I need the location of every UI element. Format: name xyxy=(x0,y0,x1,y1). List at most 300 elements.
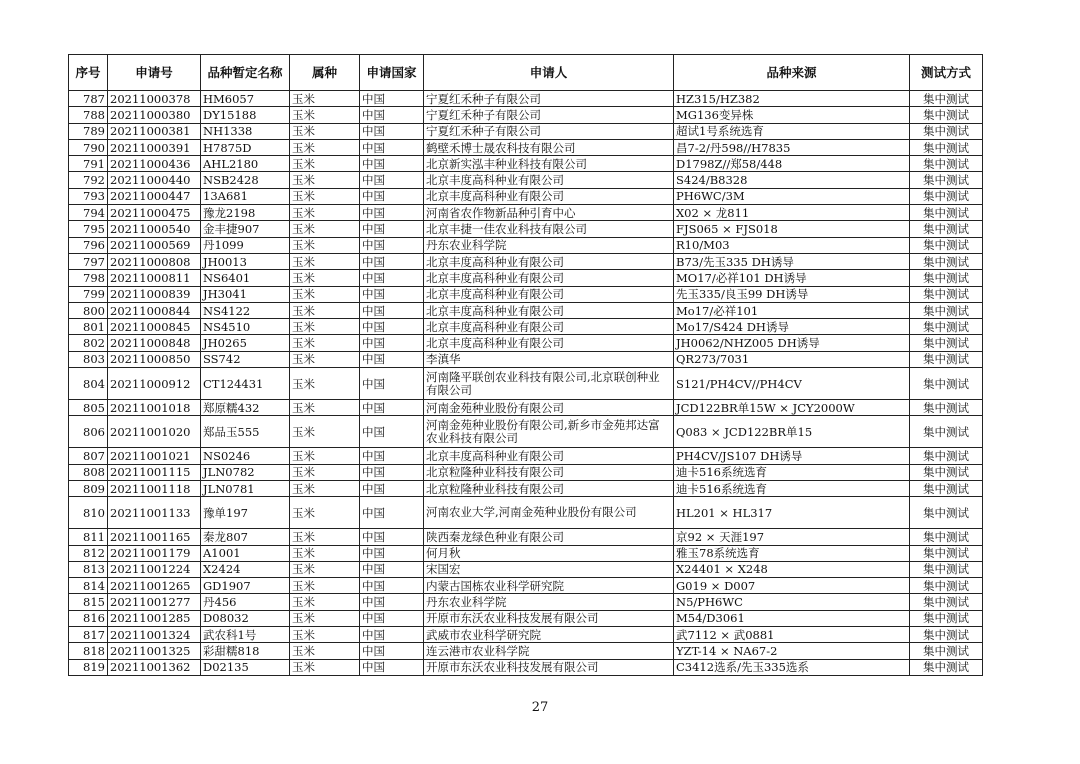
cell-seq: 812 xyxy=(69,545,108,561)
cell-applicant: 内蒙古国栋农业科学研究院 xyxy=(424,578,674,594)
cell-country: 中国 xyxy=(360,270,424,286)
cell-applicant: 北京粒隆种业科技有限公司 xyxy=(424,480,674,496)
cell-applicant: 北京丰度高科种业有限公司 xyxy=(424,172,674,188)
cell-variety-source: D1798Z//郑58/448 xyxy=(674,156,910,172)
cell-seq: 819 xyxy=(69,659,108,675)
cell-country: 中国 xyxy=(360,139,424,155)
cell-applicant: 丹东农业科学院 xyxy=(424,594,674,610)
cell-application-no: 20211000447 xyxy=(108,188,201,204)
cell-seq: 787 xyxy=(69,91,108,107)
cell-applicant: 北京丰度高科种业有限公司 xyxy=(424,302,674,318)
cell-test-mode: 集中测试 xyxy=(910,659,983,675)
cell-test-mode: 集中测试 xyxy=(910,319,983,335)
cell-applicant: 何月秋 xyxy=(424,545,674,561)
cell-test-mode: 集中测试 xyxy=(910,139,983,155)
cell-test-mode: 集中测试 xyxy=(910,270,983,286)
cell-test-mode: 集中测试 xyxy=(910,91,983,107)
cell-application-no: 20211001115 xyxy=(108,464,201,480)
table-row xyxy=(69,464,983,480)
table-row xyxy=(69,270,983,286)
table-row xyxy=(69,480,983,496)
cell-variety-name: JLN0782 xyxy=(201,464,290,480)
cell-applicant: 开原市东沃农业科技发展有限公司 xyxy=(424,610,674,626)
cell-seq: 818 xyxy=(69,643,108,659)
cell-variety-name: NS4122 xyxy=(201,302,290,318)
cell-seq: 791 xyxy=(69,156,108,172)
table-row xyxy=(69,561,983,577)
cell-variety-name: 郑品玉555 xyxy=(201,416,290,448)
cell-variety-name: JH0265 xyxy=(201,335,290,351)
cell-variety-source: R10/M03 xyxy=(674,237,910,253)
cell-application-no: 20211000378 xyxy=(108,91,201,107)
cell-application-no: 20211001020 xyxy=(108,416,201,448)
cell-test-mode: 集中测试 xyxy=(910,286,983,302)
cell-application-no: 20211001362 xyxy=(108,659,201,675)
cell-application-no: 20211001165 xyxy=(108,529,201,545)
cell-genus: 玉米 xyxy=(290,319,360,335)
cell-variety-source: JCD122BR单15W × JCY2000W xyxy=(674,400,910,416)
cell-genus: 玉米 xyxy=(290,578,360,594)
cell-test-mode: 集中测试 xyxy=(910,497,983,529)
cell-test-mode: 集中测试 xyxy=(910,123,983,139)
cell-variety-source: X24401 × X248 xyxy=(674,561,910,577)
header-row xyxy=(69,55,983,91)
cell-application-no: 20211000811 xyxy=(108,270,201,286)
cell-country: 中国 xyxy=(360,123,424,139)
cell-variety-name: NS4510 xyxy=(201,319,290,335)
table-row xyxy=(69,497,983,529)
cell-seq: 807 xyxy=(69,448,108,464)
page-number: 27 xyxy=(531,700,549,715)
cell-test-mode: 集中测试 xyxy=(910,464,983,480)
cell-seq: 811 xyxy=(69,529,108,545)
cell-variety-source: 雅玉78系统选育 xyxy=(674,545,910,561)
cell-test-mode: 集中测试 xyxy=(910,400,983,416)
cell-variety-source: Mo17/S424 DH诱导 xyxy=(674,319,910,335)
cell-test-mode: 集中测试 xyxy=(910,172,983,188)
cell-test-mode: 集中测试 xyxy=(910,627,983,643)
table-row xyxy=(69,351,983,367)
cell-variety-name: 豫龙2198 xyxy=(201,205,290,221)
cell-country: 中国 xyxy=(360,643,424,659)
cell-genus: 玉米 xyxy=(290,594,360,610)
cell-variety-name: 金丰捷907 xyxy=(201,221,290,237)
header-variety-name: 品种暂定名称 xyxy=(201,55,290,91)
cell-country: 中国 xyxy=(360,302,424,318)
cell-genus: 玉米 xyxy=(290,335,360,351)
cell-test-mode: 集中测试 xyxy=(910,416,983,448)
cell-variety-name: CT124431 xyxy=(201,368,290,400)
cell-genus: 玉米 xyxy=(290,270,360,286)
cell-application-no: 20211001018 xyxy=(108,400,201,416)
cell-applicant: 北京粒隆种业科技有限公司 xyxy=(424,464,674,480)
cell-seq: 817 xyxy=(69,627,108,643)
cell-test-mode: 集中测试 xyxy=(910,561,983,577)
cell-genus: 玉米 xyxy=(290,529,360,545)
cell-country: 中国 xyxy=(360,659,424,675)
cell-application-no: 20211000380 xyxy=(108,107,201,123)
cell-country: 中国 xyxy=(360,335,424,351)
cell-applicant: 丹东农业科学院 xyxy=(424,237,674,253)
cell-variety-name: A1001 xyxy=(201,545,290,561)
cell-test-mode: 集中测试 xyxy=(910,545,983,561)
cell-country: 中国 xyxy=(360,351,424,367)
cell-seq: 814 xyxy=(69,578,108,594)
cell-genus: 玉米 xyxy=(290,659,360,675)
cell-application-no: 20211000391 xyxy=(108,139,201,155)
cell-genus: 玉米 xyxy=(290,302,360,318)
cell-seq: 795 xyxy=(69,221,108,237)
cell-genus: 玉米 xyxy=(290,107,360,123)
table-row xyxy=(69,416,983,448)
cell-variety-name: NH1338 xyxy=(201,123,290,139)
table-row xyxy=(69,123,983,139)
table-row xyxy=(69,286,983,302)
cell-seq: 790 xyxy=(69,139,108,155)
cell-seq: 803 xyxy=(69,351,108,367)
cell-applicant: 宁夏红禾种子有限公司 xyxy=(424,107,674,123)
cell-genus: 玉米 xyxy=(290,400,360,416)
cell-variety-source: QR273/7031 xyxy=(674,351,910,367)
table-row xyxy=(69,529,983,545)
cell-variety-source: M54/D3061 xyxy=(674,610,910,626)
cell-variety-name: 彩甜糯818 xyxy=(201,643,290,659)
cell-country: 中国 xyxy=(360,416,424,448)
cell-application-no: 20211001133 xyxy=(108,497,201,529)
cell-applicant: 北京丰度高科种业有限公司 xyxy=(424,270,674,286)
cell-variety-source: B73/先玉335 DH诱导 xyxy=(674,253,910,269)
cell-application-no: 20211000569 xyxy=(108,237,201,253)
table-row xyxy=(69,659,983,675)
cell-variety-source: FJS065 × FJS018 xyxy=(674,221,910,237)
cell-genus: 玉米 xyxy=(290,497,360,529)
cell-application-no: 20211001324 xyxy=(108,627,201,643)
cell-test-mode: 集中测试 xyxy=(910,594,983,610)
cell-variety-source: MO17/必祥101 DH诱导 xyxy=(674,270,910,286)
cell-variety-source: 先玉335/良玉99 DH诱导 xyxy=(674,286,910,302)
cell-variety-source: 迪卡516系统选育 xyxy=(674,480,910,496)
cell-country: 中国 xyxy=(360,480,424,496)
cell-genus: 玉米 xyxy=(290,91,360,107)
cell-variety-name: 13A681 xyxy=(201,188,290,204)
cell-applicant: 北京丰度高科种业有限公司 xyxy=(424,335,674,351)
cell-test-mode: 集中测试 xyxy=(910,643,983,659)
cell-applicant: 李滇华 xyxy=(424,351,674,367)
cell-variety-name: GD1907 xyxy=(201,578,290,594)
cell-applicant: 河南金苑种业股份有限公司,新乡市金苑邦达富农业科技有限公司 xyxy=(424,416,674,448)
cell-applicant: 宁夏红禾种子有限公司 xyxy=(424,91,674,107)
table-row xyxy=(69,205,983,221)
cell-variety-name: D02135 xyxy=(201,659,290,675)
cell-variety-source: HZ315/HZ382 xyxy=(674,91,910,107)
cell-seq: 802 xyxy=(69,335,108,351)
table-row xyxy=(69,302,983,318)
cell-variety-name: SS742 xyxy=(201,351,290,367)
cell-country: 中国 xyxy=(360,319,424,335)
cell-country: 中国 xyxy=(360,529,424,545)
cell-country: 中国 xyxy=(360,253,424,269)
cell-applicant: 宁夏红禾种子有限公司 xyxy=(424,123,674,139)
cell-application-no: 20211000845 xyxy=(108,319,201,335)
cell-test-mode: 集中测试 xyxy=(910,448,983,464)
cell-applicant: 河南农业大学,河南金苑种业股份有限公司 xyxy=(424,497,674,529)
cell-applicant: 武威市农业科学研究院 xyxy=(424,627,674,643)
cell-variety-name: JH3041 xyxy=(201,286,290,302)
cell-applicant: 北京丰度高科种业有限公司 xyxy=(424,319,674,335)
cell-country: 中国 xyxy=(360,368,424,400)
header-country: 申请国家 xyxy=(360,55,424,91)
cell-application-no: 20211000540 xyxy=(108,221,201,237)
cell-application-no: 20211000850 xyxy=(108,351,201,367)
table-row xyxy=(69,139,983,155)
cell-application-no: 20211001118 xyxy=(108,480,201,496)
cell-variety-source: PH6WC/3M xyxy=(674,188,910,204)
cell-variety-name: NS0246 xyxy=(201,448,290,464)
header-variety-source: 品种来源 xyxy=(674,55,910,91)
cell-variety-name: 秦龙807 xyxy=(201,529,290,545)
cell-seq: 792 xyxy=(69,172,108,188)
cell-country: 中国 xyxy=(360,221,424,237)
cell-country: 中国 xyxy=(360,91,424,107)
cell-test-mode: 集中测试 xyxy=(910,480,983,496)
cell-variety-source: JH0062/NHZ005 DH诱导 xyxy=(674,335,910,351)
cell-variety-source: 昌7-2/丹598//H7835 xyxy=(674,139,910,155)
table-row xyxy=(69,172,983,188)
cell-variety-name: 武农科1号 xyxy=(201,627,290,643)
cell-genus: 玉米 xyxy=(290,123,360,139)
cell-genus: 玉米 xyxy=(290,156,360,172)
cell-country: 中国 xyxy=(360,400,424,416)
cell-genus: 玉米 xyxy=(290,545,360,561)
cell-genus: 玉米 xyxy=(290,416,360,448)
cell-applicant: 鹤壁禾博士晟农科技有限公司 xyxy=(424,139,674,155)
cell-applicant: 河南金苑种业股份有限公司 xyxy=(424,400,674,416)
table-row xyxy=(69,107,983,123)
cell-application-no: 20211000436 xyxy=(108,156,201,172)
cell-variety-source: 迪卡516系统选育 xyxy=(674,464,910,480)
variety-table xyxy=(68,54,983,676)
cell-seq: 800 xyxy=(69,302,108,318)
header-application-no: 申请号 xyxy=(108,55,201,91)
cell-country: 中国 xyxy=(360,205,424,221)
cell-test-mode: 集中测试 xyxy=(910,578,983,594)
cell-variety-name: 丹456 xyxy=(201,594,290,610)
cell-variety-name: X2424 xyxy=(201,561,290,577)
cell-variety-source: PH4CV/JS107 DH诱导 xyxy=(674,448,910,464)
cell-application-no: 20211001277 xyxy=(108,594,201,610)
cell-variety-source: N5/PH6WC xyxy=(674,594,910,610)
cell-variety-source: 京92 × 天涯197 xyxy=(674,529,910,545)
cell-country: 中国 xyxy=(360,497,424,529)
cell-variety-source: Mo17/必祥101 xyxy=(674,302,910,318)
cell-test-mode: 集中测试 xyxy=(910,188,983,204)
cell-genus: 玉米 xyxy=(290,561,360,577)
cell-test-mode: 集中测试 xyxy=(910,253,983,269)
cell-test-mode: 集中测试 xyxy=(910,529,983,545)
cell-genus: 玉米 xyxy=(290,351,360,367)
cell-genus: 玉米 xyxy=(290,448,360,464)
cell-variety-source: C3412选系/先玉335选系 xyxy=(674,659,910,675)
cell-variety-name: D08032 xyxy=(201,610,290,626)
cell-genus: 玉米 xyxy=(290,464,360,480)
cell-variety-name: 郑原糯432 xyxy=(201,400,290,416)
cell-applicant: 北京丰捷一佳农业科技有限公司 xyxy=(424,221,674,237)
cell-applicant: 北京丰度高科种业有限公司 xyxy=(424,286,674,302)
cell-variety-source: G019 × D007 xyxy=(674,578,910,594)
cell-application-no: 20211000475 xyxy=(108,205,201,221)
cell-variety-source: 武7112 × 武0881 xyxy=(674,627,910,643)
cell-test-mode: 集中测试 xyxy=(910,237,983,253)
cell-variety-source: S121/PH4CV//PH4CV xyxy=(674,368,910,400)
cell-application-no: 20211001021 xyxy=(108,448,201,464)
cell-test-mode: 集中测试 xyxy=(910,221,983,237)
table-row xyxy=(69,91,983,107)
table-row xyxy=(69,578,983,594)
cell-application-no: 20211001179 xyxy=(108,545,201,561)
cell-genus: 玉米 xyxy=(290,480,360,496)
cell-test-mode: 集中测试 xyxy=(910,107,983,123)
table-row xyxy=(69,368,983,400)
cell-genus: 玉米 xyxy=(290,286,360,302)
cell-genus: 玉米 xyxy=(290,172,360,188)
table-row xyxy=(69,610,983,626)
cell-application-no: 20211000844 xyxy=(108,302,201,318)
cell-country: 中国 xyxy=(360,286,424,302)
table-row xyxy=(69,400,983,416)
cell-test-mode: 集中测试 xyxy=(910,156,983,172)
cell-genus: 玉米 xyxy=(290,610,360,626)
cell-country: 中国 xyxy=(360,156,424,172)
header-applicant: 申请人 xyxy=(424,55,674,91)
cell-variety-source: S424/B8328 xyxy=(674,172,910,188)
cell-application-no: 20211001265 xyxy=(108,578,201,594)
cell-variety-name: NS6401 xyxy=(201,270,290,286)
cell-test-mode: 集中测试 xyxy=(910,368,983,400)
cell-seq: 806 xyxy=(69,416,108,448)
cell-variety-name: NSB2428 xyxy=(201,172,290,188)
cell-country: 中国 xyxy=(360,172,424,188)
cell-seq: 796 xyxy=(69,237,108,253)
cell-applicant: 河南隆平联创农业科技有限公司,北京联创种业有限公司 xyxy=(424,368,674,400)
cell-country: 中国 xyxy=(360,594,424,610)
cell-application-no: 20211000440 xyxy=(108,172,201,188)
table-body xyxy=(69,91,983,676)
cell-application-no: 20211000848 xyxy=(108,335,201,351)
cell-variety-name: AHL2180 xyxy=(201,156,290,172)
table-row xyxy=(69,188,983,204)
cell-seq: 801 xyxy=(69,319,108,335)
cell-genus: 玉米 xyxy=(290,205,360,221)
header-seq: 序号 xyxy=(69,55,108,91)
cell-seq: 797 xyxy=(69,253,108,269)
cell-country: 中国 xyxy=(360,464,424,480)
cell-variety-name: DY15188 xyxy=(201,107,290,123)
cell-country: 中国 xyxy=(360,107,424,123)
cell-test-mode: 集中测试 xyxy=(910,351,983,367)
cell-genus: 玉米 xyxy=(290,627,360,643)
cell-variety-source: X02 × 龙811 xyxy=(674,205,910,221)
cell-test-mode: 集中测试 xyxy=(910,302,983,318)
cell-seq: 794 xyxy=(69,205,108,221)
cell-applicant: 北京丰度高科种业有限公司 xyxy=(424,253,674,269)
table-row xyxy=(69,335,983,351)
cell-country: 中国 xyxy=(360,188,424,204)
cell-seq: 799 xyxy=(69,286,108,302)
cell-test-mode: 集中测试 xyxy=(910,610,983,626)
header-test-mode: 测试方式 xyxy=(910,55,983,91)
cell-genus: 玉米 xyxy=(290,253,360,269)
cell-genus: 玉米 xyxy=(290,368,360,400)
cell-genus: 玉米 xyxy=(290,643,360,659)
cell-applicant: 陕西秦龙绿色种业有限公司 xyxy=(424,529,674,545)
cell-seq: 813 xyxy=(69,561,108,577)
cell-seq: 808 xyxy=(69,464,108,480)
cell-application-no: 20211000839 xyxy=(108,286,201,302)
cell-applicant: 连云港市农业科学院 xyxy=(424,643,674,659)
cell-applicant: 河南省农作物新品种引育中心 xyxy=(424,205,674,221)
cell-applicant: 北京新实泓丰种业科技有限公司 xyxy=(424,156,674,172)
cell-applicant: 宋国宏 xyxy=(424,561,674,577)
cell-variety-name: 丹1099 xyxy=(201,237,290,253)
cell-seq: 788 xyxy=(69,107,108,123)
cell-country: 中国 xyxy=(360,237,424,253)
cell-country: 中国 xyxy=(360,578,424,594)
cell-seq: 816 xyxy=(69,610,108,626)
cell-applicant: 开原市东沃农业科技发展有限公司 xyxy=(424,659,674,675)
table-row xyxy=(69,545,983,561)
table-row xyxy=(69,643,983,659)
cell-variety-source: 超试1号系统选育 xyxy=(674,123,910,139)
cell-variety-source: HL201 × HL317 xyxy=(674,497,910,529)
cell-application-no: 20211001285 xyxy=(108,610,201,626)
cell-country: 中国 xyxy=(360,610,424,626)
cell-variety-source: Q083 × JCD122BR单15 xyxy=(674,416,910,448)
cell-seq: 804 xyxy=(69,368,108,400)
header-genus: 属种 xyxy=(290,55,360,91)
cell-genus: 玉米 xyxy=(290,139,360,155)
table-row xyxy=(69,627,983,643)
cell-variety-source: MG136变异株 xyxy=(674,107,910,123)
cell-test-mode: 集中测试 xyxy=(910,205,983,221)
table-row xyxy=(69,319,983,335)
cell-application-no: 20211000912 xyxy=(108,368,201,400)
cell-test-mode: 集中测试 xyxy=(910,335,983,351)
cell-variety-name: 豫单197 xyxy=(201,497,290,529)
cell-application-no: 20211001325 xyxy=(108,643,201,659)
cell-genus: 玉米 xyxy=(290,188,360,204)
cell-variety-name: JLN0781 xyxy=(201,480,290,496)
cell-country: 中国 xyxy=(360,627,424,643)
cell-variety-source: YZT-14 × NA67-2 xyxy=(674,643,910,659)
table-row xyxy=(69,237,983,253)
cell-country: 中国 xyxy=(360,448,424,464)
cell-application-no: 20211000808 xyxy=(108,253,201,269)
cell-application-no: 20211001224 xyxy=(108,561,201,577)
table-row xyxy=(69,253,983,269)
cell-seq: 809 xyxy=(69,480,108,496)
cell-genus: 玉米 xyxy=(290,237,360,253)
cell-seq: 789 xyxy=(69,123,108,139)
cell-country: 中国 xyxy=(360,545,424,561)
cell-applicant: 北京丰度高科种业有限公司 xyxy=(424,188,674,204)
table-row xyxy=(69,594,983,610)
cell-seq: 805 xyxy=(69,400,108,416)
cell-application-no: 20211000381 xyxy=(108,123,201,139)
table-row xyxy=(69,156,983,172)
cell-seq: 815 xyxy=(69,594,108,610)
cell-seq: 810 xyxy=(69,497,108,529)
cell-variety-name: H7875D xyxy=(201,139,290,155)
